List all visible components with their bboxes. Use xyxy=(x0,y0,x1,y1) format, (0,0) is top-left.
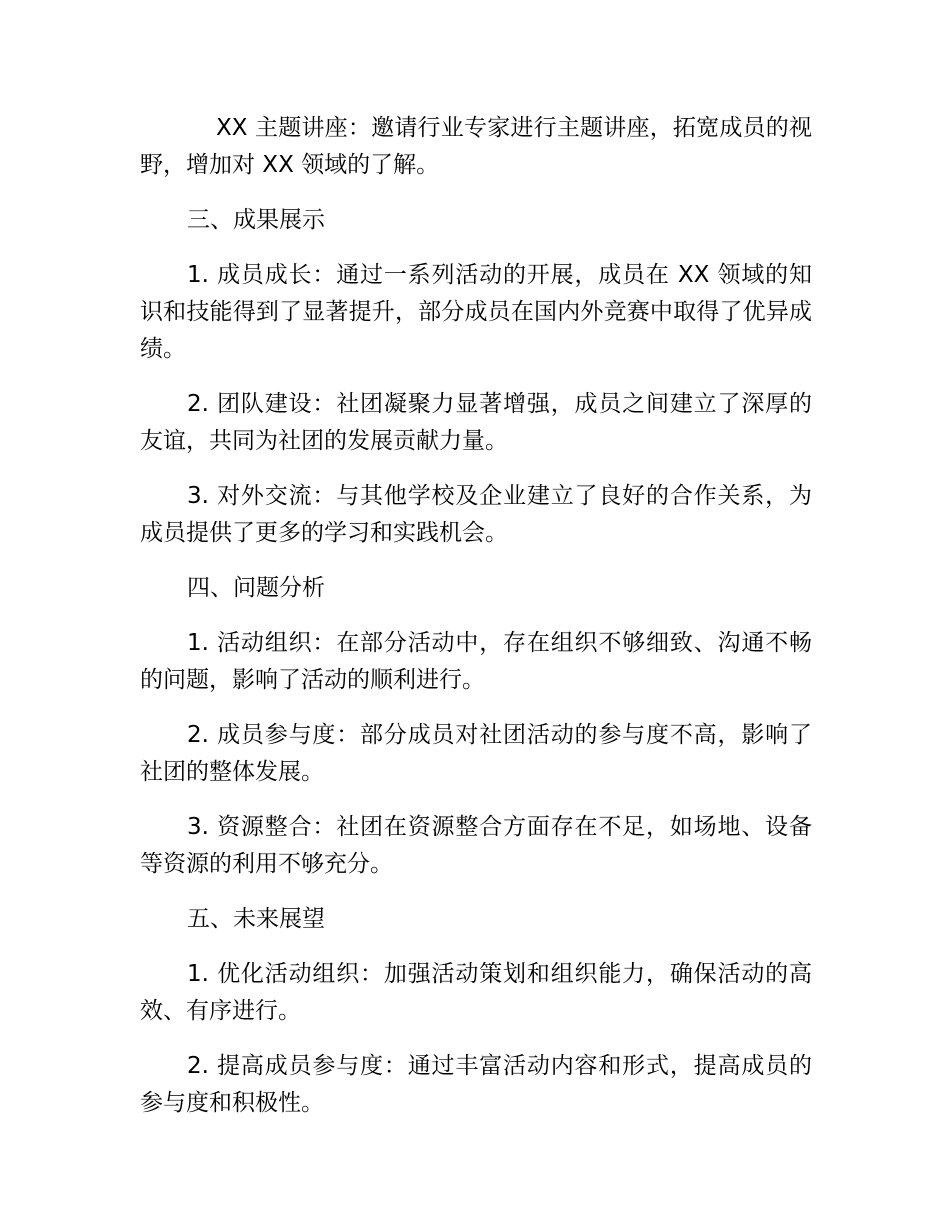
paragraph-external-exchange: 3. 对外交流：与其他学校及企业建立了良好的合作关系，为成员提供了更多的学习和实践机会。 xyxy=(140,483,812,546)
paragraph-activity-organization: 1. 活动组织：在部分活动中，存在组织不够细致、沟通不畅的问题，影响了活动的顺利进行。 xyxy=(140,630,812,693)
paragraph-team-building: 2. 团队建设：社团凝聚力显著增强，成员之间建立了深厚的友谊，共同为社团的发展贡献力量。 xyxy=(140,391,812,454)
paragraph-improve-participation: 2. 提高成员参与度：通过丰富活动内容和形式，提高成员的参与度和积极性。 xyxy=(140,1053,812,1116)
paragraph-optimize-organization: 1. 优化活动组织：加强活动策划和组织能力，确保活动的高效、有序进行。 xyxy=(140,961,812,1024)
document-page xyxy=(140,110,812,1140)
paragraph-member-participation: 2. 成员参与度：部分成员对社团活动的参与度不高，影响了社团的整体发展。 xyxy=(140,722,812,785)
section-heading-problems: 四、问题分析 xyxy=(187,575,325,601)
paragraph-resource-integration: 3. 资源整合：社团在资源整合方面存在不足，如场地、设备等资源的利用不够充分。 xyxy=(140,814,812,877)
section-heading-results: 三、成果展示 xyxy=(187,207,325,233)
section-heading-outlook: 五、未来展望 xyxy=(187,906,325,932)
paragraph-theme-lecture: XX 主题讲座：邀请行业专家进行主题讲座，拓宽成员的视野，增加对 XX 领域的了解。 xyxy=(140,115,812,178)
paragraph-member-growth: 1. 成员成长：通过一系列活动的开展，成员在 XX 领域的知识和技能得到了显著提升，部分成员在国内外竞赛中取得了优异成绩。 xyxy=(140,262,812,362)
